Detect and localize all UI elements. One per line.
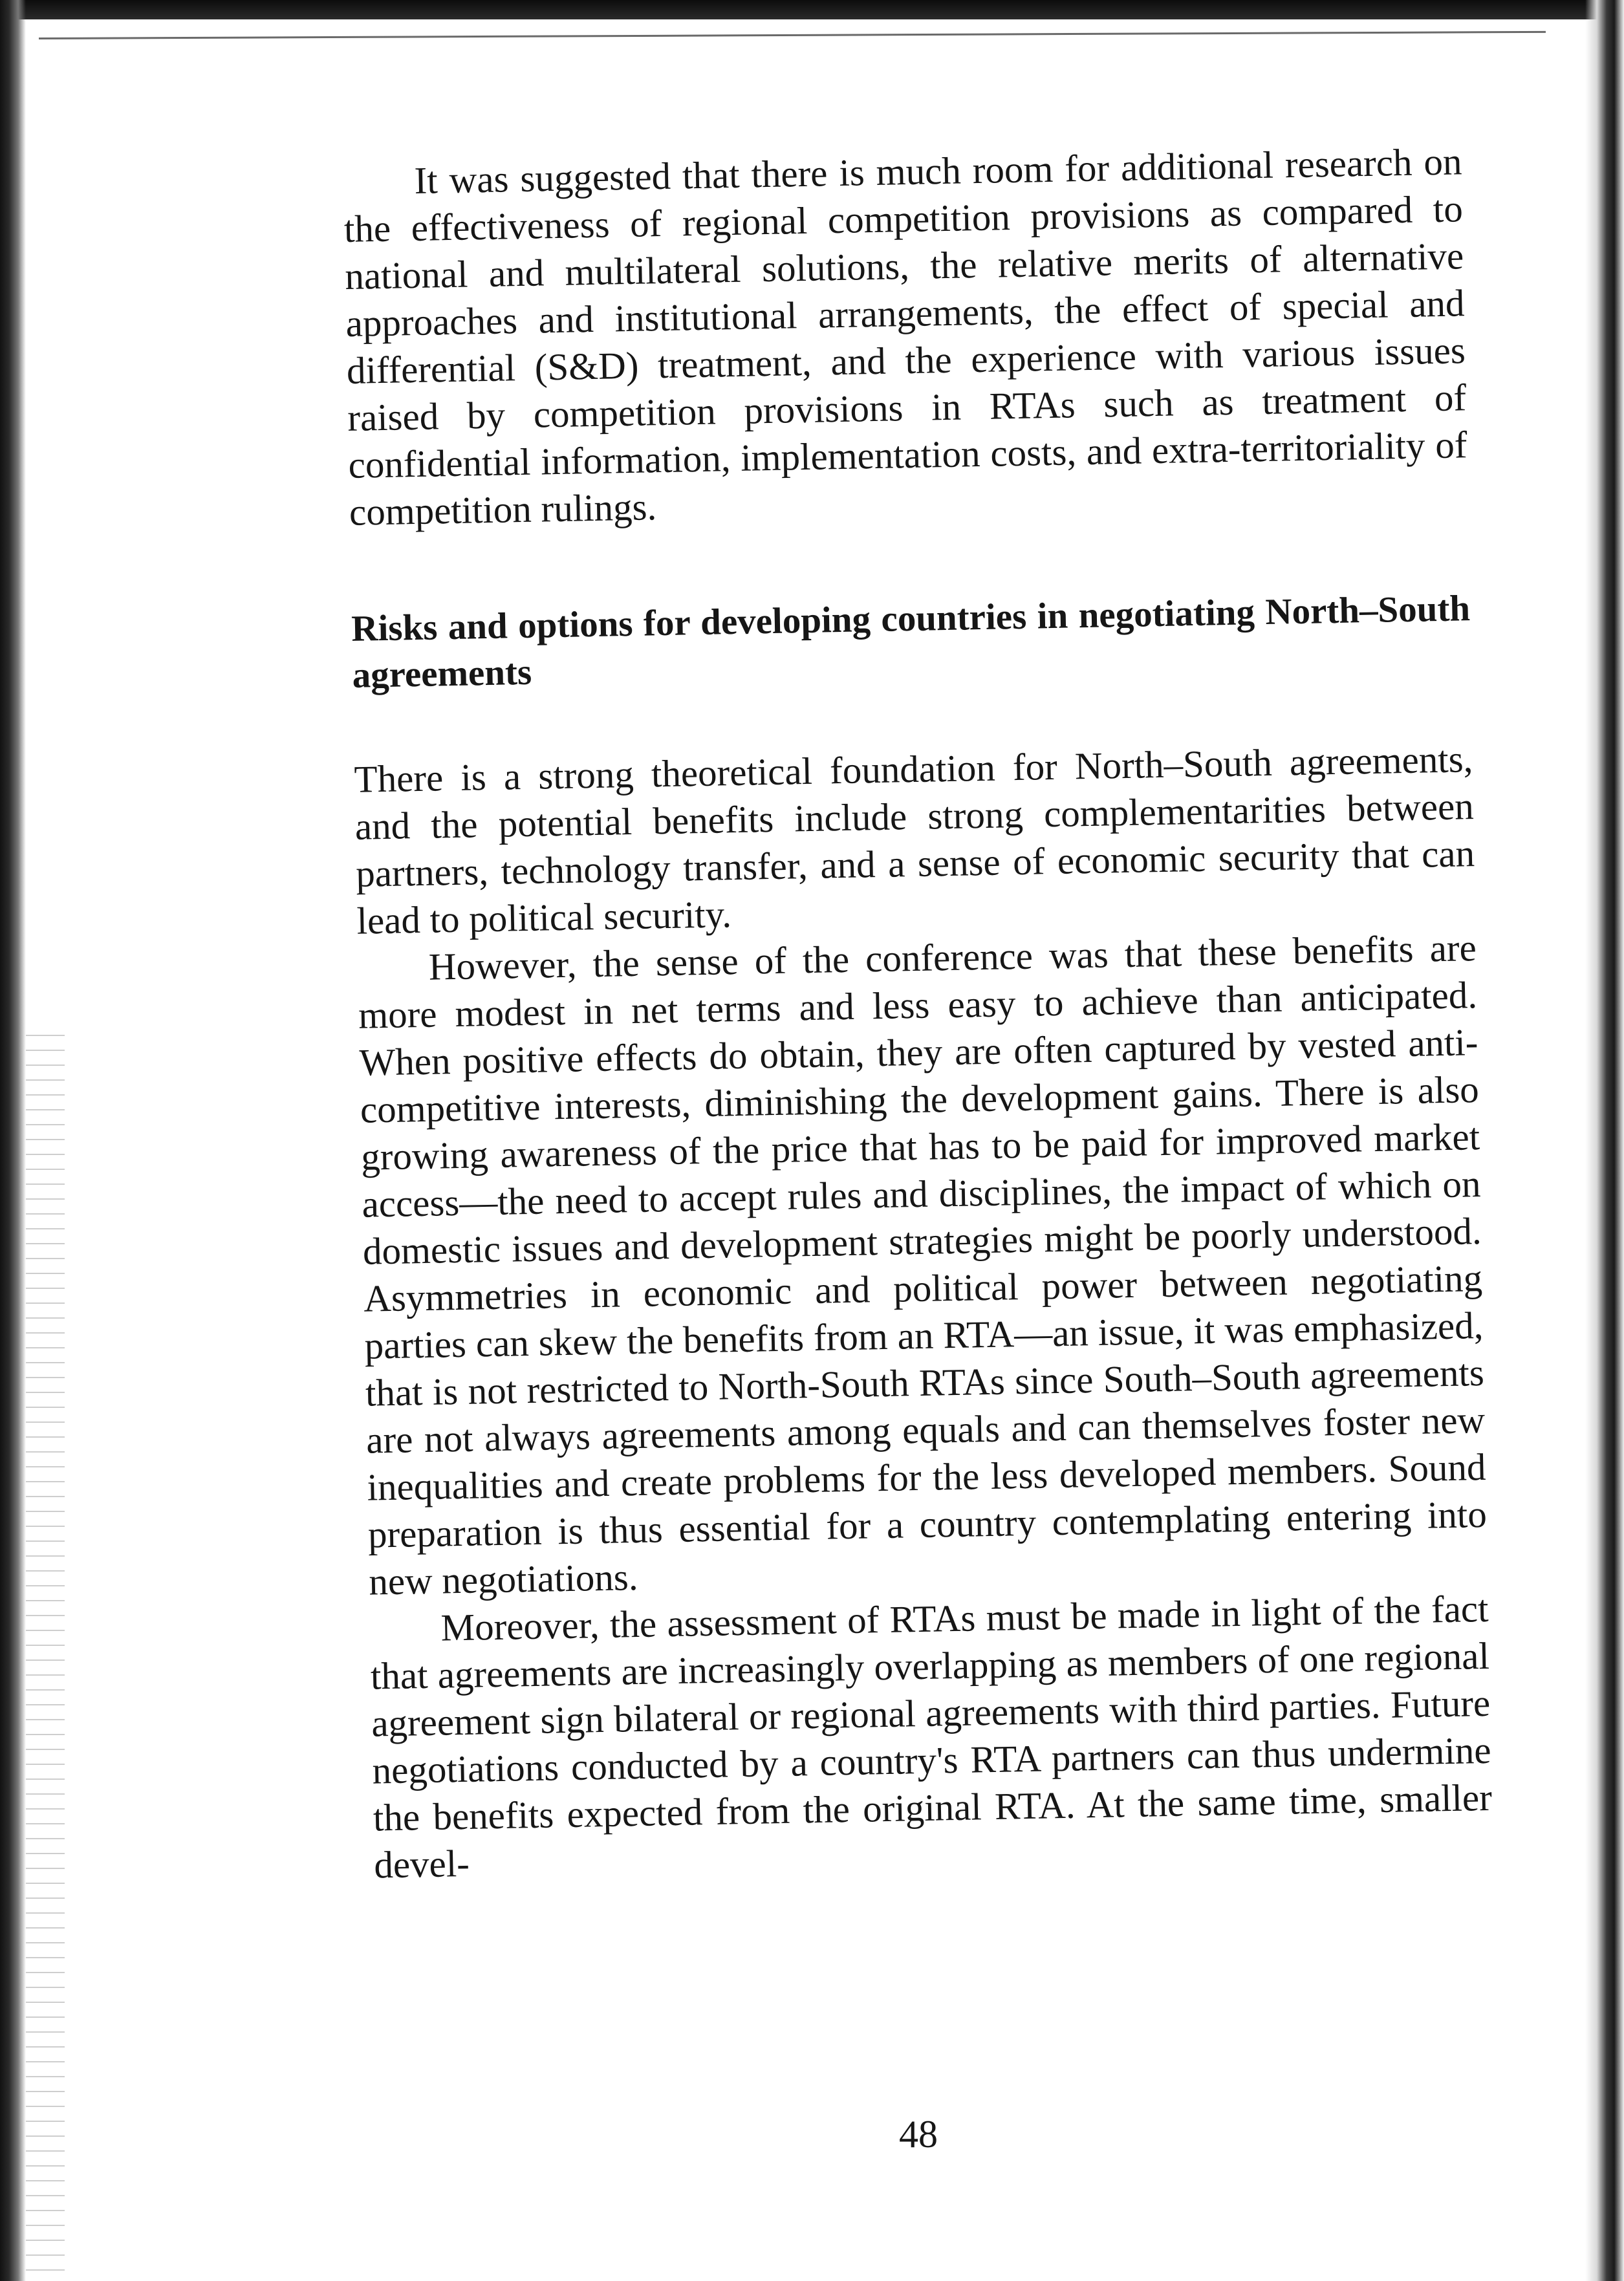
scan-left-noise xyxy=(26,1035,65,2281)
section-paragraph-2: However, the sense of the conference was that these benefits are more modest in net terms and less easy to achieve than anticipated. When positive effects do obtain, they are often captured by vested anti-competitive interests, diminishing the development gains. There is also growing awareness of the price that has to be paid for improved market access—the need to accept rules and disciplines, the impact of which on domestic issues and development strategies might be poorly understood. Asymmetries in economic and political power between negotiating parties can skew the benefits from an RTA—an issue, it was emphasized, that is not restricted to North-South RTAs since South–South agreements are not always agreements among equals and can themselves foster new inequalities and create problems for the less developed members. Sound preparation is thus essential for a country contemplating entering into new negotiations. xyxy=(358,926,1488,1603)
scan-top-rule xyxy=(39,31,1546,39)
scan-right-edge xyxy=(1585,0,1624,2281)
page-body xyxy=(343,138,1493,1888)
section-paragraph-3: Moreover, the assessment of RTAs must be made in light of the fact that agreements are increasingly overlapping as members of one regional agreement sign bilateral or regional agreements with third parties. Future negotiations conducted by a country's RTA partners can thus undermine the benefits expected from the original RTA. At the same time, smaller devel- xyxy=(370,1586,1493,1886)
section-paragraph-1: There is a strong theoretical foundation for North–South agreements, and the potential benefits include strong complementarities between partners, technology transfer, and a sense of economic security that can lead to political security. xyxy=(353,737,1475,942)
section-heading: Risks and options for developing countries in negotiating North–South agreements xyxy=(351,588,1471,696)
page-number: 48 xyxy=(899,2113,938,2156)
scan-top-edge xyxy=(0,0,1624,19)
intro-paragraph: It was suggested that there is much room for additional research on the effectiveness of regional competition provisions as compared to national and multilateral solutions, the relative merits of alternative approaches and institutional arrangements, the effect of special and differential (S&D) treatment, and the experience with various issues raised by competition provisions in RTAs such as treatment of confidential information, implementation costs, and extra-territoriality of competition rulings. xyxy=(343,140,1468,534)
scan-left-edge xyxy=(0,0,26,2281)
